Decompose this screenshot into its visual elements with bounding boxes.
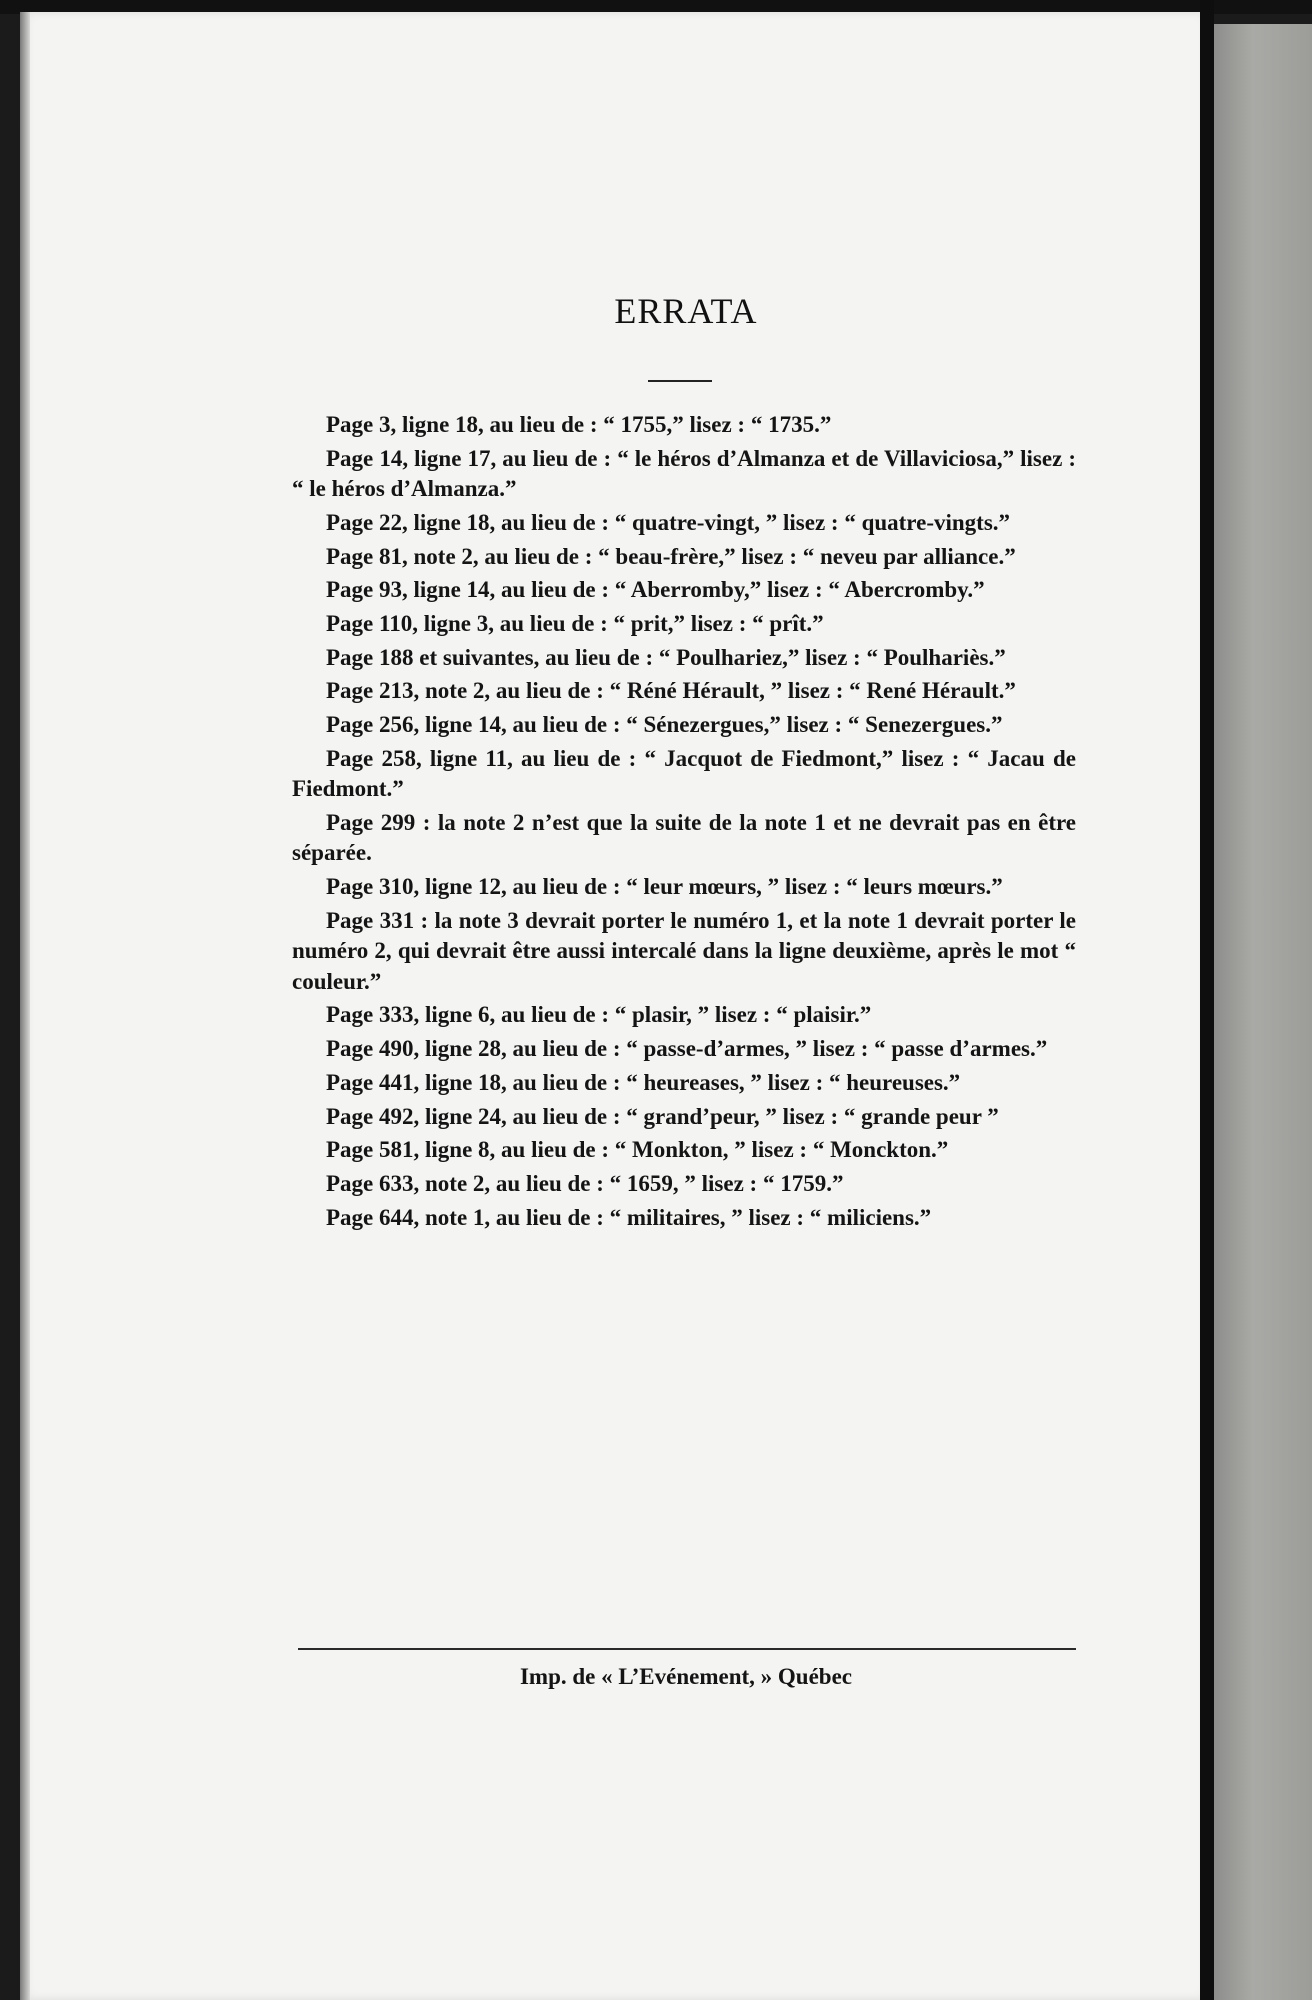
errata-entry: Page 93, ligne 14, au lieu de : “ Aberromby,” lisez : “ Abercromby.” [326, 577, 985, 603]
footer-divider [298, 1648, 1076, 1650]
errata-entry: Page 333, ligne 6, au lieu de : “ plasir, ” lisez : “ plaisir.” [326, 1002, 872, 1028]
errata-entry: Page 633, note 2, au lieu de : “ 1659, ” lisez : “ 1759.” [326, 1170, 844, 1196]
errata-entry: Page 310, ligne 12, au lieu de : “ leur mœurs, ” lisez : “ leurs mœurs.” [326, 874, 1003, 900]
errata-entry: Page 188 et suivantes, au lieu de : “ Poulhariez,” lisez : “ Poulhariès.” [326, 644, 1006, 670]
printer-imprint: Imp. de « L’Evénement, » Québec [519, 1664, 852, 1689]
errata-entry: Page 490, ligne 28, au lieu de : “ passe-d’armes, ” lisez : “ passe d’armes.” [326, 1036, 1048, 1062]
errata-entry: Page 492, ligne 24, au lieu de : “ grand’peur, ” lisez : “ grande peur ” [326, 1103, 999, 1129]
errata-entry: Page 81, note 2, au lieu de : “ beau-frère,” lisez : “ neveu par alliance.” [326, 543, 1016, 569]
errata-entry: Page 213, note 2, au lieu de : “ Réné Hérault, ” lisez : “ René Hérault.” [326, 678, 1016, 704]
errata-entry: Page 441, ligne 18, au lieu de : “ heureases, ” lisez : “ heureuses.” [326, 1069, 961, 1095]
errata-entry: Page 258, ligne 11, au lieu de : “ Jacquot de Fiedmont,” lisez : “ Jacau de Fiedmont.” [292, 745, 1076, 802]
page-title: ERRATA [614, 291, 758, 331]
errata-entry: Page 3, ligne 18, au lieu de : “ 1755,” lisez : “ 1735.” [326, 412, 832, 437]
title-divider [648, 380, 712, 382]
errata-entry: Page 644, note 1, au lieu de : “ militaires, ” lisez : “ miliciens.” [326, 1204, 932, 1230]
errata-entry: Page 256, ligne 14, au lieu de : “ Sénezergues,” lisez : “ Senezergues.” [326, 712, 1003, 737]
errata-entry: Page 581, ligne 8, au lieu de : “ Monkton, ” lisez : “ Monckton.” [326, 1137, 949, 1163]
errata-list [292, 410, 1076, 1236]
errata-entry: Page 110, ligne 3, au lieu de : “ prit,” lisez : “ prît.” [326, 610, 824, 636]
errata-entry: Page 331 : la note 3 devrait porter le numéro 1, et la note 1 devrait porter le numéro 2, qui devrait être aussi intercalé dans la ligne deuxième, après le mot “ couleur.” [292, 907, 1076, 994]
errata-entry: Page 22, ligne 18, au lieu de : “ quatre-vingt, ” lisez : “ quatre-vingts.” [326, 509, 1011, 535]
errata-entry: Page 299 : la note 2 n’est que la suite de la note 1 et ne devrait pas en être séparée. [292, 809, 1076, 866]
errata-entry: Page 14, ligne 17, au lieu de : “ le héros d’Almanza et de Villaviciosa,” lisez : “ le héros d’Almanza.” [292, 445, 1076, 502]
